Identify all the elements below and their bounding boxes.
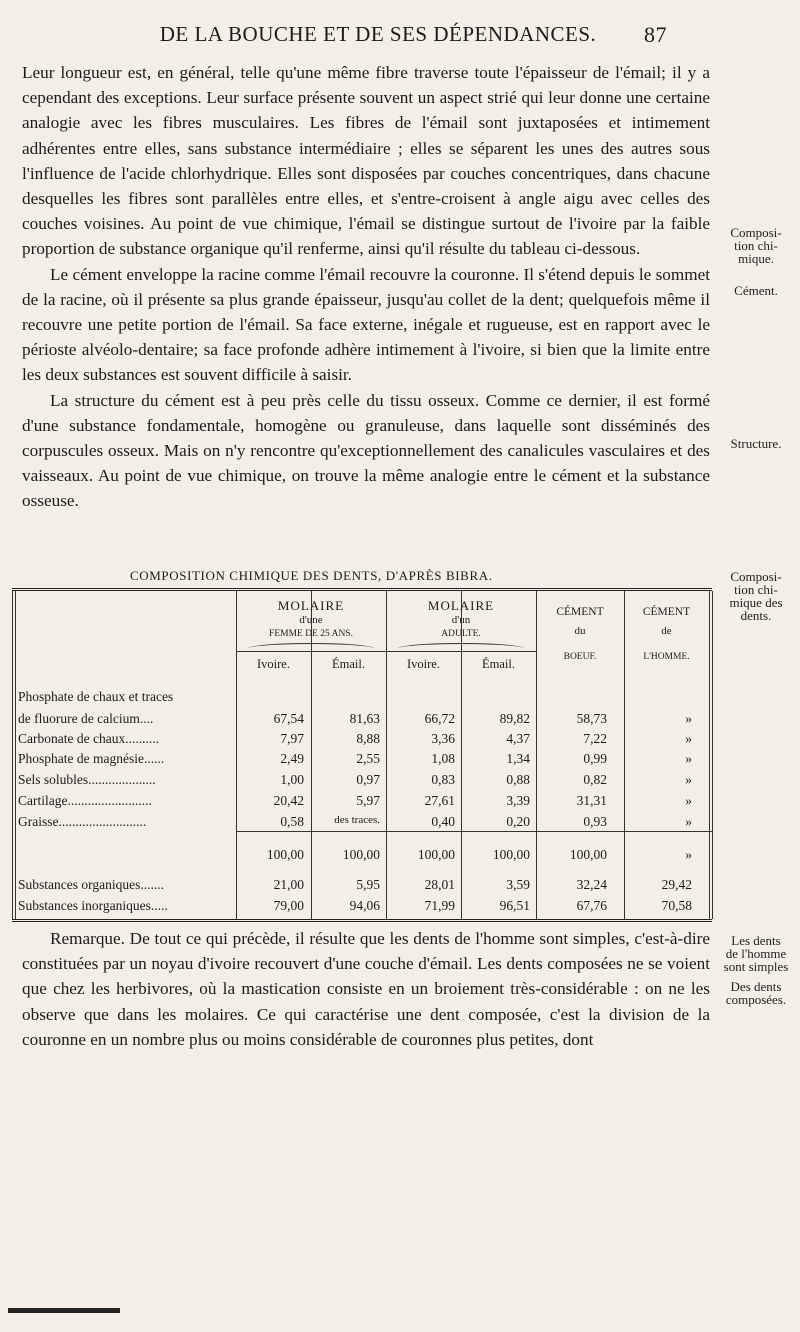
table-cell: 66,72 [424, 711, 455, 726]
body-text-bottom [22, 926, 710, 1052]
row-label: de fluorure de calcium.... [18, 711, 154, 726]
table-cell: 96,51 [499, 898, 530, 913]
header-molaire-femme: MOLAIRE d'une FEMME DE 25 ANS. [269, 598, 353, 639]
row-label: Phosphate de chaux et traces [18, 689, 174, 704]
table-cell: 58,73 [576, 711, 607, 726]
paragraph-remarque: Remarque. De tout ce qui précède, il résulte que les dents de l'homme sont simples, c'est-à-dire constituées par un noyau d'ivoire recouvert d'une couche d'émail. Les dents composées ne se voient que chez les herbivores, où la mastication consiste en un broiement très-considérable : on ne les observe que dans les molaires. Ce qui caractérise une dent composée, c'est la division de la couronne en un nombre plus ou moins considérable de couronnes plus petites, dont [22, 929, 710, 1049]
table-cell: 100,00 [569, 847, 607, 862]
table-cell: 71,99 [424, 898, 455, 913]
page-number: 87 [644, 22, 667, 47]
table-cell: 0,82 [583, 772, 607, 787]
table-cell: 0,88 [506, 772, 530, 787]
table-cell: 4,37 [506, 731, 530, 746]
table-cell: 3,39 [506, 793, 530, 808]
margin-note-structure: Structure. [730, 436, 782, 451]
table-cell: 100,00 [266, 847, 304, 862]
table-cell: » [685, 793, 692, 808]
page-edge-mark [8, 1308, 120, 1313]
margin-note-composition-dents: Composi- tion chi- mique des dents. [729, 569, 783, 623]
table-cell: 27,61 [424, 793, 455, 808]
table-cell: 8,88 [356, 731, 380, 746]
table-cell: 67,76 [576, 898, 607, 913]
table-caption: COMPOSITION CHIMIQUE DES DENTS, D'APRÈS BIBRA. [130, 568, 493, 583]
table-cell: 70,58 [661, 898, 692, 913]
row-label: Substances organiques....... [18, 877, 164, 892]
table-cell: » [685, 731, 692, 746]
table-cell: 0,97 [356, 772, 380, 787]
table-cell: 32,24 [576, 877, 607, 892]
table-cell: 0,40 [431, 814, 455, 829]
composition-table [12, 588, 712, 922]
table-cell: 67,54 [273, 711, 304, 726]
table-cell: 7,22 [583, 731, 607, 746]
table-cell: des traces. [334, 814, 380, 826]
table-cell: 79,00 [273, 898, 304, 913]
margin-note-dents-composees: Des dents composées. [725, 979, 787, 1007]
table-cell: » [685, 847, 692, 862]
running-title: DE LA BOUCHE ET DE SES DÉPENDANCES. [159, 22, 597, 46]
paragraph-cement: Le cément enveloppe la racine comme l'émail recouvre la couronne. Il s'étend depuis le sommet de la racine, où il présente sa plus grande épaisseur, jusqu'au collet de la dent; quelquefois même il recouvre une petite portion de l'émail. Sa face externe, inégale et rugueuse, est en rapport avec le périoste alvéolo-dentaire; sa face profonde adhère intimement à l'ivoire, si bien que la limite entre les deux substances est souvent difficile à saisir. [22, 264, 710, 385]
table-cell: 100,00 [417, 847, 455, 862]
table-cell: 2,49 [280, 751, 304, 766]
table-cell: 5,97 [356, 793, 380, 808]
table-cell: 0,58 [280, 814, 304, 829]
subhead-ivoire-1: Ivoire. [257, 657, 290, 671]
table-cell: 0,83 [431, 772, 455, 787]
margin-note-dents-simples: Les dents de l'homme sont simples [723, 933, 789, 974]
table-cell: 31,31 [576, 793, 607, 808]
table-cell: 89,82 [499, 711, 530, 726]
header-cement-homme: CÉMENT de L'HOMME. [642, 606, 691, 662]
row-label: Phosphate de magnésie...... [18, 751, 165, 766]
header-molaire-adulte: MOLAIRE d'un ADULTE. [427, 598, 495, 639]
row-label: Sels solubles.................... [18, 772, 156, 787]
table-cell: 1,08 [431, 751, 455, 766]
table-cell: 1,34 [506, 751, 530, 766]
header-cement-boeuf: CÉMENT du BOEUF. [556, 606, 604, 662]
table-cell: 0,99 [583, 751, 607, 766]
paragraph-structure: La structure du cément est à peu près celle du tissu osseux. Comme ce dernier, il est formé d'une substance fondamentale, homogène ou granuleuse, dans laquelle sont disséminés des corpuscules osseux. Mais on n'y rencontre qu'exceptionnellement des canalicules vasculaires et des vaisseaux. Au point de vue chimique, on trouve la même analogie entre le cément et la substance osseuse. [22, 390, 710, 511]
margin-note-composition: Composi- tion chi- mique. [730, 225, 782, 266]
table-cell: 3,36 [431, 731, 455, 746]
table-cell: » [685, 772, 692, 787]
table-cell: 21,00 [273, 877, 304, 892]
table-cell: 0,93 [583, 814, 607, 829]
table-cell: 7,97 [280, 731, 304, 746]
table-cell: 28,01 [424, 877, 455, 892]
table-cell: 100,00 [342, 847, 380, 862]
subhead-ivoire-2: Ivoire. [407, 657, 440, 671]
table-cell: 2,55 [356, 751, 380, 766]
subhead-email-1: Émail. [332, 657, 365, 671]
table-cell: » [685, 814, 692, 829]
table-cell: » [685, 711, 692, 726]
table-cell: 0,20 [506, 814, 530, 829]
body-text-top [22, 60, 710, 514]
table-cell: 3,59 [506, 877, 530, 892]
table-cell: 94,06 [349, 898, 380, 913]
table-cell: 20,42 [273, 793, 304, 808]
row-label: Graisse.......................... [18, 814, 147, 829]
row-label: Substances inorganiques..... [18, 898, 168, 913]
table-cell: 81,63 [349, 711, 380, 726]
table-cell: » [685, 751, 692, 766]
table-cell: 100,00 [492, 847, 530, 862]
table-cell: 5,95 [356, 877, 380, 892]
table-cell: 29,42 [661, 877, 692, 892]
row-label: Carbonate de chaux.......... [18, 731, 159, 746]
table-cell: 1,00 [280, 772, 304, 787]
margin-note-cement: Cément. [734, 283, 778, 298]
paragraph-enamel: Leur longueur est, en général, telle qu'une même fibre traverse toute l'épaisseur de l'émail; il y a cependant des exceptions. Leur surface présente souvent un aspect strié qui leur donne une certaine analogie avec les fibres musculaires. Les fibres de l'émail sont juxtaposées et intimement adhérentes entre elles, sans substance intermédiaire ; elles se séparent les unes des autres sous l'influence de l'acide chlorhydrique. Elles sont disposées par couches concentriques, dans chacune desquelles les fibres sont parallèles entre elles, et s'entre-croisent à angle aigu avec celles des couches voisines. Au point de vue chimique, l'émail se distingue surtout de l'ivoire par la faible proportion de substance organique qu'il renferme, ainsi qu'il résulte du tableau ci-dessous. [22, 63, 710, 259]
subhead-email-2: Émail. [482, 657, 515, 671]
row-label: Cartilage......................... [18, 793, 152, 808]
